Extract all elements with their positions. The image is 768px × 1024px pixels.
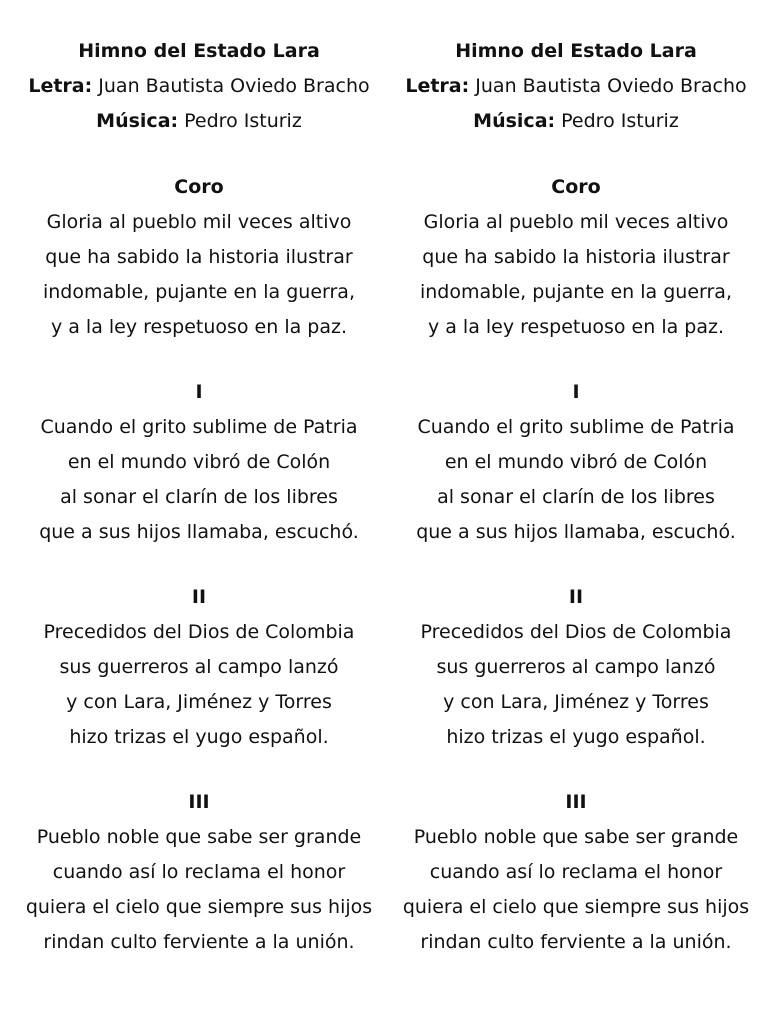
verse-line: Cuando el grito sublime de Patria (40, 416, 358, 438)
verse-line: que ha sabido la historia ilustrar (422, 246, 730, 268)
anthem-column-right (384, 0, 768, 1024)
section-stanza-3 (384, 785, 768, 960)
section-heading: Coro (174, 176, 224, 198)
verse-line: hizo trizas el yugo español. (69, 726, 329, 748)
verse-line: Precedidos del Dios de Colombia (420, 621, 732, 643)
verse-line: en el mundo vibró de Colón (444, 451, 708, 473)
lyrics-credit (384, 69, 768, 104)
verse-line: sus guerreros al campo lanzó (436, 656, 716, 678)
verse-line: que a sus hijos llamaba, escuchó. (39, 521, 359, 543)
verse-line: al sonar el clarín de los libres (437, 486, 715, 508)
lyrics-credit (14, 69, 384, 104)
verse-line: en el mundo vibró de Colón (67, 451, 331, 473)
verse-line: Pueblo noble que sabe ser grande (413, 826, 739, 848)
verse-line: cuando así lo reclama el honor (429, 861, 723, 883)
verse-line: y a la ley respetuoso en la paz. (50, 316, 348, 338)
verse-line: Precedidos del Dios de Colombia (43, 621, 355, 643)
anthem-title: Himno del Estado Lara (78, 40, 320, 62)
verse-line: Gloria al pueblo mil veces altivo (46, 211, 352, 233)
verse-line: y con Lara, Jiménez y Torres (66, 691, 332, 713)
section-heading: III (565, 791, 587, 813)
verse-line: quiera el cielo que siempre sus hijos (402, 896, 750, 918)
verse-line: rindan culto ferviente a la unión. (420, 931, 732, 953)
section-stanza-1 (14, 375, 384, 550)
section-heading: II (568, 586, 584, 608)
music-label: Música: (96, 110, 179, 132)
verse-line: quiera el cielo que siempre sus hijos (25, 896, 373, 918)
verse-line: y a la ley respetuoso en la paz. (427, 316, 725, 338)
section-coro (14, 170, 384, 345)
music-author: Pedro Isturiz (561, 110, 679, 132)
section-stanza-3 (14, 785, 384, 960)
section-heading: Coro (551, 176, 601, 198)
lyrics-label: Letra: (405, 75, 470, 97)
verse-line: indomable, pujante en la guerra, (42, 281, 355, 303)
verse-line: Cuando el grito sublime de Patria (417, 416, 735, 438)
section-heading: I (195, 381, 203, 403)
section-heading: III (188, 791, 210, 813)
music-credit (14, 104, 384, 139)
music-label: Música: (473, 110, 556, 132)
section-stanza-2 (384, 580, 768, 755)
music-author: Pedro Isturiz (184, 110, 302, 132)
lyrics-label: Letra: (28, 75, 93, 97)
section-stanza-2 (14, 580, 384, 755)
verse-line: y con Lara, Jiménez y Torres (443, 691, 709, 713)
verse-line: que a sus hijos llamaba, escuchó. (416, 521, 736, 543)
verse-line: Pueblo noble que sabe ser grande (36, 826, 362, 848)
verse-line: Gloria al pueblo mil veces altivo (423, 211, 729, 233)
section-stanza-1 (384, 375, 768, 550)
verse-line: al sonar el clarín de los libres (60, 486, 338, 508)
anthem-title: Himno del Estado Lara (455, 40, 697, 62)
verse-line: rindan culto ferviente a la unión. (43, 931, 355, 953)
verse-line: que ha sabido la historia ilustrar (45, 246, 353, 268)
music-credit (384, 104, 768, 139)
verse-line: cuando así lo reclama el honor (52, 861, 346, 883)
section-coro (384, 170, 768, 345)
verse-line: sus guerreros al campo lanzó (59, 656, 339, 678)
lyrics-author: Juan Bautista Oviedo Bracho (475, 75, 747, 97)
verse-line: indomable, pujante en la guerra, (419, 281, 732, 303)
lyrics-author: Juan Bautista Oviedo Bracho (98, 75, 370, 97)
section-heading: II (191, 586, 207, 608)
section-heading: I (572, 381, 580, 403)
verse-line: hizo trizas el yugo español. (446, 726, 706, 748)
